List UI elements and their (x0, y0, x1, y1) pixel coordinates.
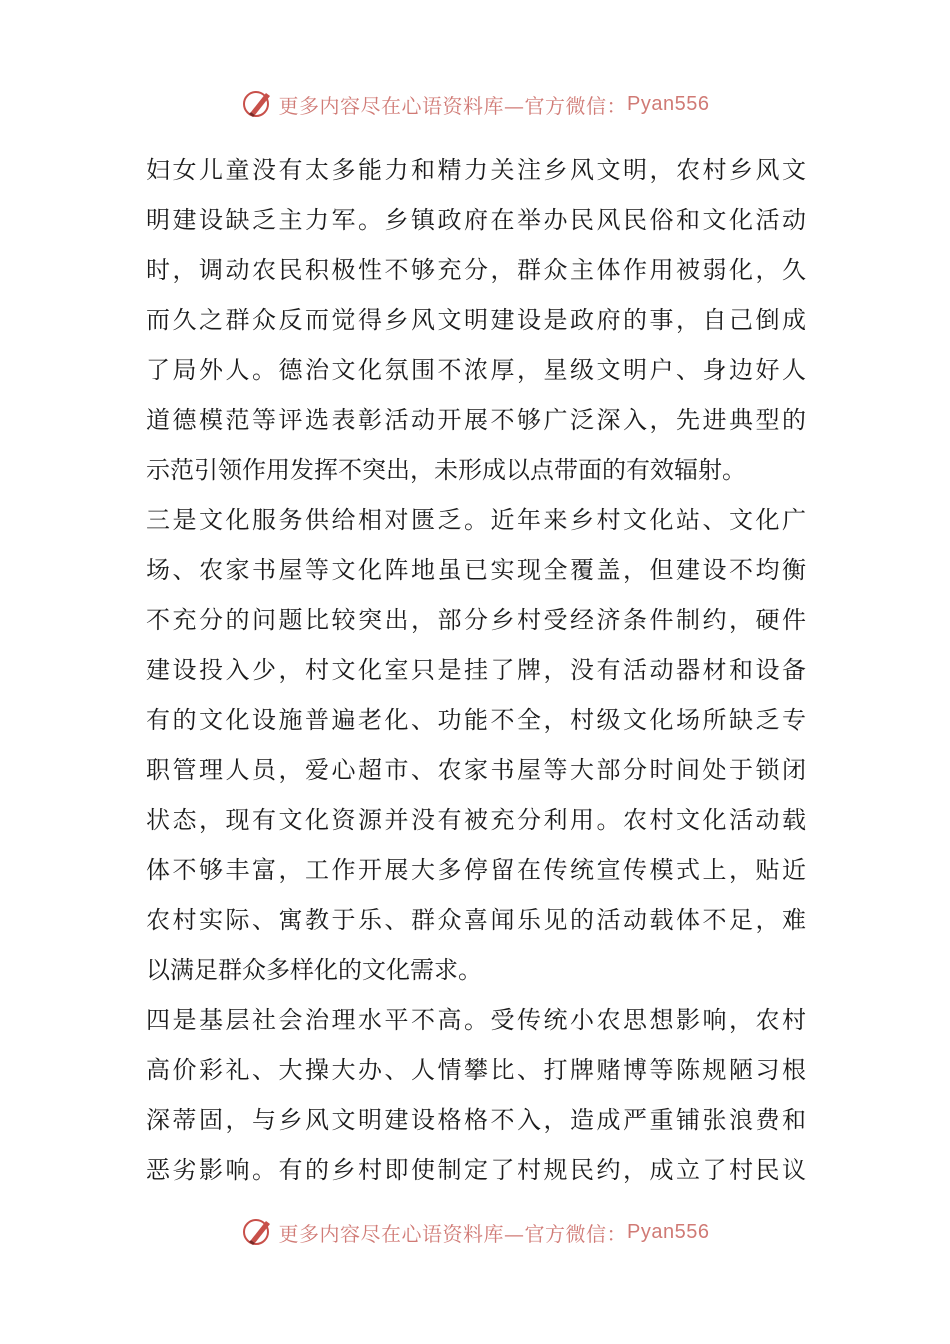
text-line: 时，调动农民积极性不够充分，群众主体作用被弱化，久 (146, 256, 806, 284)
text-line: 职管理人员，爱心超市、农家书屋等大部分时间处于锁闭 (146, 756, 806, 784)
text-line: 恶劣影响。有的乡村即使制定了村规民约，成立了村民议 (146, 1156, 806, 1184)
text-line: 建设投入少，村文化室只是挂了牌，没有活动器材和设备 (146, 656, 806, 684)
text-line: 场、农家书屋等文化阵地虽已实现全覆盖，但建设不均衡 (146, 556, 806, 584)
text-line: 道德模范等评选表彰活动开展不够广泛深入，先进典型的 (146, 406, 806, 434)
watermark-footer (0, 1212, 950, 1252)
text-line: 农村实际、寓教于乐、群众喜闻乐见的活动载体不足，难 (146, 906, 806, 934)
text-line: 四是基层社会治理水平不高。受传统小农思想影响，农村 (146, 1006, 806, 1034)
pen-logo-icon (241, 87, 275, 121)
pen-logo-icon (241, 1215, 275, 1249)
text-line: 体不够丰富，工作开展大多停留在传统宣传模式上，贴近 (146, 856, 806, 884)
watermark-header (0, 84, 950, 124)
text-line: 明建设缺乏主力军。乡镇政府在举办民风民俗和文化活动 (146, 206, 806, 234)
watermark-handle: Pyan556 (627, 92, 710, 115)
text-line: 了局外人。德治文化氛围不浓厚，星级文明户、身边好人 (146, 356, 806, 384)
text-line: 而久之群众反而觉得乡风文明建设是政府的事，自己倒成 (146, 306, 806, 334)
text-line: 深蒂固，与乡风文明建设格格不入，造成严重铺张浪费和 (146, 1106, 806, 1134)
paragraph (146, 145, 806, 495)
text-line: 有的文化设施普遍老化、功能不全，村级文化场所缺乏专 (146, 706, 806, 734)
text-line: 以满足群众多样化的文化需求。 (146, 956, 482, 984)
text-line: 高价彩礼、大操大办、人情攀比、打牌赌博等陈规陋习根 (146, 1056, 806, 1084)
paragraph (146, 495, 806, 995)
watermark-handle: Pyan556 (627, 1220, 710, 1243)
text-line: 三是文化服务供给相对匮乏。近年来乡村文化站、文化广 (146, 506, 806, 534)
text-line: 示范引领作用发挥不突出，未形成以点带面的有效辐射。 (146, 456, 746, 484)
paragraph (146, 995, 806, 1195)
text-line: 状态，现有文化资源并没有被充分利用。农村文化活动载 (146, 806, 806, 834)
text-line: 妇女儿童没有太多能力和精力关注乡风文明，农村乡风文 (146, 156, 806, 184)
watermark-text: 更多内容尽在心语资料库—官方微信： (278, 1221, 628, 1246)
text-line: 不充分的问题比较突出，部分乡村受经济条件制约，硬件 (146, 606, 806, 634)
document-body (146, 145, 806, 1195)
watermark-text: 更多内容尽在心语资料库—官方微信： (278, 93, 628, 118)
